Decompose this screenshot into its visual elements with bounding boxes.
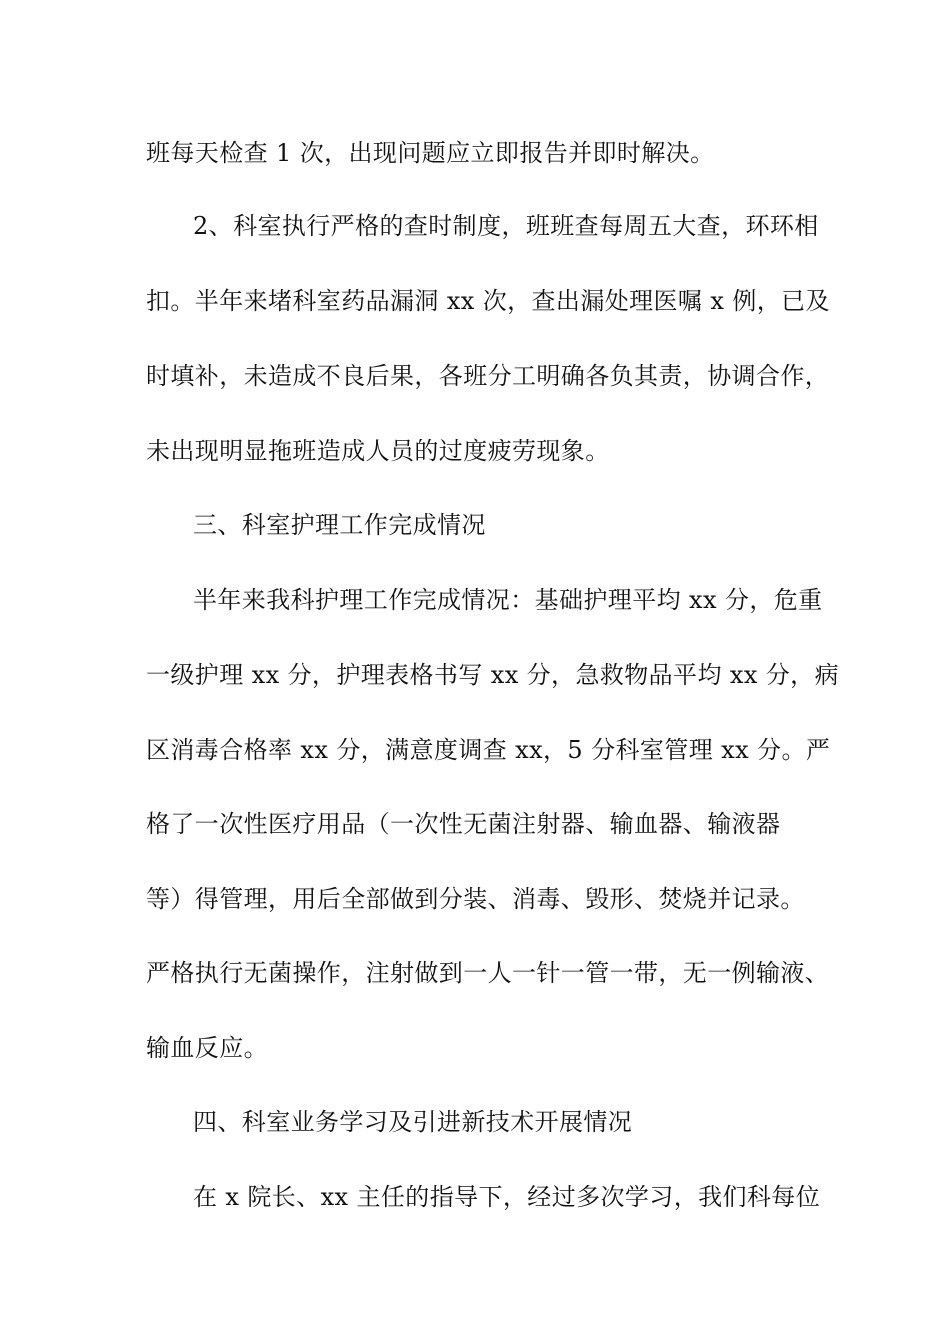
paragraph-line-13: 输血反应。 (146, 1034, 268, 1062)
paragraph-line-5: 未出现明显拖班造成人员的过度疲劳现象。 (146, 437, 610, 465)
paragraph-line-8: 一级护理 xx 分，护理表格书写 xx 分，急救物品平均 xx 分，病 (146, 661, 839, 689)
section-heading-3: 三、科室护理工作完成情况 (193, 511, 486, 539)
paragraph-line-10: 格了一次性医疗用品（一次性无菌注射器、输血器、输液器 (146, 810, 781, 838)
paragraph-line-11: 等）得管理，用后全部做到分装、消毒、毁形、焚烧并记录。 (146, 885, 805, 913)
paragraph-line-2: 2、科室执行严格的查时制度，班班查每周五大查，环环相 (193, 212, 819, 240)
paragraph-line-4: 时填补，未造成不良后果，各班分工明确各负其责，协调合作， (146, 362, 830, 390)
paragraph-line-3: 扣。半年来堵科室药品漏洞 xx 次，查出漏处理医嘱 x 例，已及 (146, 287, 830, 315)
paragraph-line-7: 半年来我科护理工作完成情况：基础护理平均 xx 分，危重 (193, 586, 823, 614)
paragraph-line-9: 区消毒合格率 xx 分，满意度调查 xx，5 分科室管理 xx 分。严 (146, 736, 831, 764)
paragraph-line-1: 班每天检查 1 次，出现问题应立即报告并即时解决。 (146, 139, 715, 167)
paragraph-line-15: 在 x 院长、xx 主任的指导下，经过多次学习，我们科每位 (193, 1183, 821, 1211)
section-heading-4: 四、科室业务学习及引进新技术开展情况 (193, 1108, 633, 1136)
paragraph-line-12: 严格执行无菌操作，注射做到一人一针一管一带，无一例输液、 (146, 959, 830, 987)
